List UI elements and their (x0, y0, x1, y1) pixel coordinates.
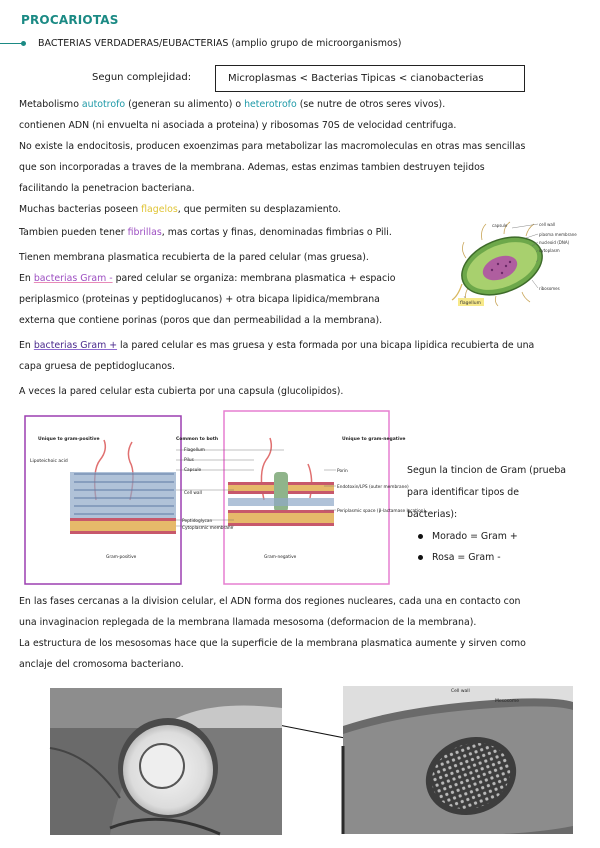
text-line: En bacterias Gram - pared celular se organiza: membrana plasmatica + espacio (19, 273, 396, 284)
page-title: PROCARIOTAS (21, 13, 119, 27)
gram-pos-term: bacterias Gram + (33, 340, 118, 351)
label-peptidoglycan: Peptidoglycan (182, 519, 213, 524)
label-cytoplasmic-membrane: Cytoplasmic membrane (182, 526, 234, 531)
autotrofo-term: autotrofo (81, 99, 126, 110)
text-line: No existe la endocitosis, producen exoenzimas para metabolizar las macromoleculas en otras mas sencillas (19, 141, 526, 152)
text-line: una invaginacion replegada de la membrana llamada mesosoma (deformacion de la membrana). (19, 617, 477, 628)
label-em-cell-wall: Cell wall (451, 689, 470, 694)
label-cell-wall-diag: Cell wall (184, 491, 202, 496)
label-em-mesosome: Mesosome (495, 699, 519, 704)
text-line: facilitando la penetracion bacteriana. (19, 183, 195, 194)
text-line: anclaje del cromosoma bacteriano. (19, 659, 184, 670)
text-line: que son incorporadas a traves de la membrana. Ademas, estas enzimas tambien destruyen tejidos (19, 162, 485, 173)
fibrillas-term: fibrillas (127, 227, 162, 238)
gram-text-line: para identificar tipos de (407, 487, 520, 498)
gram-text-line: bacterias): (407, 509, 458, 520)
label-flagellum-diag: Flagellum (184, 448, 205, 453)
gram-bullet-neg: Rosa = Gram - (418, 552, 501, 564)
title-rule (0, 43, 22, 44)
bullet-icon (418, 555, 423, 560)
label-cell-wall: cell wall (539, 222, 556, 227)
label-capsule-diag: Capsule (184, 468, 202, 473)
label-lipoteichoic: Lipoteichoic acid (30, 459, 68, 464)
caption-gram-positive: Gram-positive (106, 555, 137, 560)
text-line: En las fases cercanas a la division celular, el ADN forma dos regiones nucleares, cada una en contacto con (19, 596, 521, 607)
label-common: Common to both (176, 437, 219, 442)
heterotrofo-term: heterotrofo (244, 99, 297, 110)
bullet-icon (418, 534, 423, 539)
text-line: A veces la pared celular esta cubierta por una capsula (glucolipidos). (19, 386, 344, 397)
bullet-dot (21, 41, 26, 46)
text-line: Tienen membrana plasmatica recubierta de la pared celular (mas gruesa). (19, 252, 369, 263)
label-nucleoid: nucleoid (DNA) (539, 240, 570, 245)
gram-neg-term: bacterias Gram - (33, 273, 113, 284)
label-flagellum: flagellum (460, 301, 481, 306)
label-unique-pos: Unique to gram-positive (38, 437, 100, 442)
gram-bullet-pos: Morado = Gram + (418, 531, 518, 543)
subtitle: BACTERIAS VERDADERAS/EUBACTERIAS (amplio grupo de microorganismos) (38, 38, 402, 49)
complexity-label: Segun complejidad: (92, 72, 192, 83)
complexity-box: Microplasmas < Bacterias Tipicas < cianobacterias (215, 65, 525, 92)
text-line: externa que contiene porinas (poros que dan permeabilidad a la membrana). (19, 315, 383, 326)
label-ribosomes: ribosomes (539, 286, 560, 291)
text-line: Muchas bacterias poseen flagelos, que permiten su desplazamiento. (19, 204, 341, 215)
gram-text-line: Segun la tincion de Gram (prueba (407, 465, 567, 476)
bacterium-illustration (452, 218, 584, 308)
text-line: capa gruesa de peptidoglucanos. (19, 361, 175, 372)
micrograph-mesosome-2 (343, 686, 573, 834)
flagelos-term: flagelos (141, 204, 178, 215)
label-pilus: Pilus (184, 458, 194, 463)
text-line: Metabolismo autotrofo (generan su alimento) o heterotrofo (se nutre de otros seres vivos). (19, 99, 446, 110)
label-cytoplasm: cytoplasm (539, 248, 560, 253)
micrograph-mesosome-1 (50, 688, 282, 835)
label-endotoxin: Endotoxin/LPS (outer membrane) (337, 485, 409, 490)
label-periplasmic: Periplasmic space (β-lactamase location) (337, 509, 426, 514)
text-line: La estructura de los mesosomas hace que la superficie de la membrana plasmatica aumente y sirven como (19, 638, 526, 649)
text-line: periplasmico (proteinas y peptidoglucanos) + otra bicapa lipidica/membrana (19, 294, 380, 305)
label-unique-neg: Unique to gram-negative (342, 437, 406, 442)
text-line: En bacterias Gram + la pared celular es mas gruesa y esta formada por una bicapa lipidica recubierta de una (19, 340, 535, 351)
label-porin: Porin (337, 469, 348, 474)
label-plasma-membrane: plasma membrane (539, 232, 577, 237)
gram-wall-diagram (24, 410, 426, 586)
text-line: contienen ADN (ni envuelta ni asociada a proteina) y ribosomas 70S de velocidad centrifuga. (19, 120, 457, 131)
label-capsule: capsule (492, 223, 508, 228)
caption-gram-negative: Gram-negative (264, 555, 297, 560)
text-line: Tambien pueden tener fibrillas, mas cortas y finas, denominadas fimbrias o Pili. (19, 227, 392, 238)
